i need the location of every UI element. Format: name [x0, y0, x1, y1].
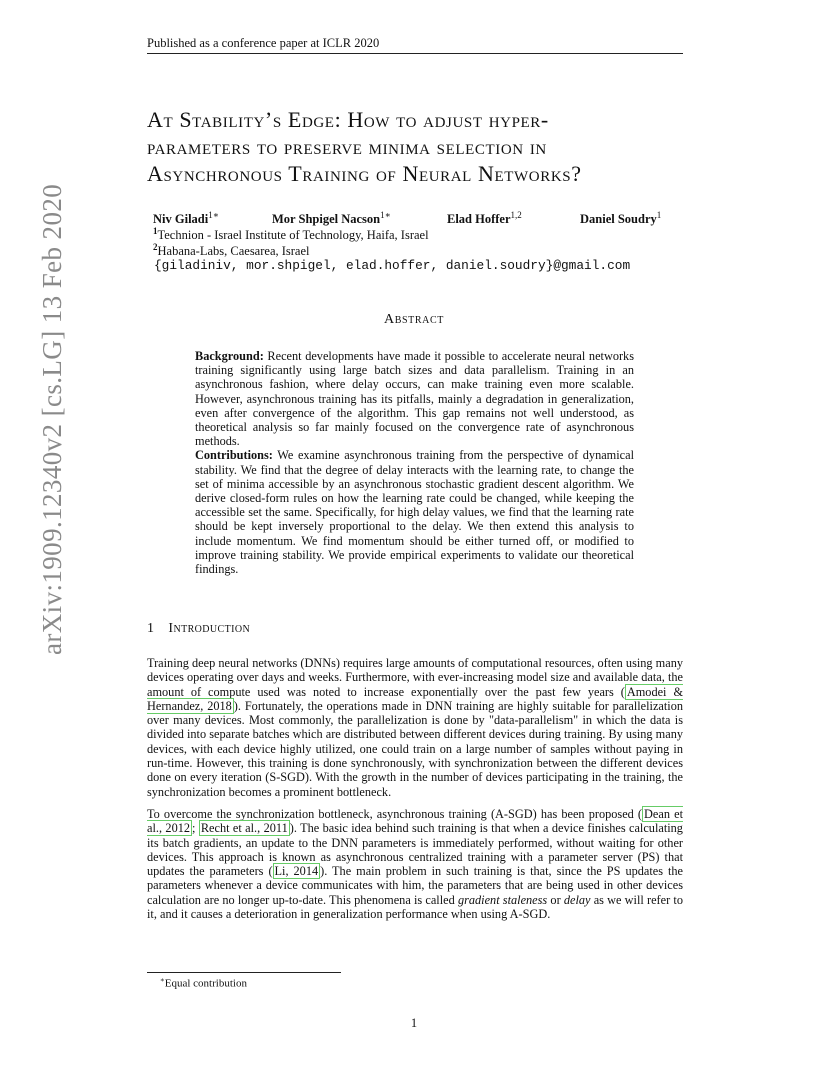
title-line-3: Asynchronous Training of Neural Networks?	[147, 161, 582, 186]
footnote-rule	[147, 972, 341, 973]
citation-link[interactable]: Li, 2014	[274, 864, 319, 879]
paragraph-2: To overcome the synchronization bottleneck, asynchronous training (A-SGD) has been proposed ( Dean et al., 2012 ; Recht et al., 2011 ). The basic idea behind such training is that when a device finishes calculating its batch gradients, an update to the DNN parameters is immediately performed, without waiting for other devices. This approach is known as asynchronous centralized training with a parameter server (PS) that updates the parameters ( Li, 2014 ). The main problem in such training is that, since the PS updates the parameters whenever a device communicates with him, the parameters that are being used in other devices calculation are no longer up-to-date. This phenomena is called gradient staleness or delay as we will refer to it, and it causes a deterioration in generalization performance when using A-SGD.	[147, 806, 684, 922]
footnote: ∗Equal contribution	[160, 976, 247, 990]
header-rule	[147, 53, 683, 54]
author-1: Niv Giladi$^{1∗}$	[153, 210, 219, 227]
citation-link[interactable]: Dean et al., 2012	[147, 806, 683, 836]
title-line-2: parameters to preserve minima selection in	[147, 134, 547, 159]
author-4: Daniel Soudry$^1$	[580, 210, 662, 227]
citation-link[interactable]: Recht et al., 2011	[200, 821, 288, 836]
affiliation-2: $^2$Habana-Labs, Caesarea, Israel	[153, 242, 310, 259]
abstract-contributions: Contributions: We examine asynchronous training from the perspective of dynamical stability. We find that the degree of delay interacts with the learning rate, to change the set of minima accessible by an asynchronous stochastic gradient descent algorithm. We derive closed-form rules on how the learning rate could be changed, while keeping the accessible set the same. Specifically, for high delay values, we find that the learning rate should be kept inversely proportional to the delay. We then extend this analysis to include momentum. We find momentum should be either turned off, or modified to improve training stability. We provide empirical experiments to validate our theoretical findings.	[195, 448, 634, 577]
abstract-heading: Abstract	[384, 312, 444, 327]
paragraph-1: Training deep neural networks (DNNs) requires large amounts of computational resources, often using many devices operating over days and weeks. Furthermore, with ever-increasing model size and available data, the amount of compute used was noted to increase exponentially over the past few years ( Amodei & Hernandez, 2018 ). Fortunately, the operations made in DNN training are highly suitable for parallelization over many devices. Most commonly, the parallelization is done by "data-parallelism" in which the data is divided into separate batches which are distributed between different devices during training. By using many devices, with each device highly utilized, one could train on a large number of samples without paying in run-time. However, this training is done synchronously, with synchronization between the different devices done on every iteration (S-SGD). With the growth in the number of devices participating in the training, the synchronization becomes a prominent bottleneck.	[147, 656, 684, 799]
author-3: Elad Hoffer$^{1,2}$	[447, 210, 522, 227]
section-title: Introduction	[168, 621, 251, 636]
paper-title	[147, 106, 687, 187]
page-number: 1	[410, 1016, 418, 1030]
title-line-1: At Stability’s Edge: How to adjust hyper-	[147, 107, 549, 132]
abstract-body	[195, 349, 634, 576]
running-header: Published as a conference paper at ICLR 2020	[147, 36, 380, 50]
section-heading-introduction	[147, 621, 250, 637]
author-emails: {giladiniv, mor.shpigel, elad.hoffer, daniel.soudry}@gmail.com	[154, 258, 631, 273]
abstract-background: Background: Recent developments have made it possible to accelerate neural networks training significantly using large batch sizes and data parallelism. Training in an asynchronous fashion, where delay occurs, can make training even more scalable. However, asynchronous training has its pitfalls, mainly a degradation in generalization, even after convergence of the algorithm. This gap remains not well understood, as theoretical analysis so far mainly focused on the convergence rate of asynchronous methods.	[195, 349, 634, 449]
citation-link[interactable]: Amodei & Hernandez, 2018	[147, 684, 684, 713]
section-number: 1	[147, 621, 155, 636]
introduction-body	[147, 656, 683, 929]
arxiv-watermark: arXiv:1909.12340v2 [cs.LG] 13 Feb 2020	[37, 183, 67, 655]
author-2: Mor Shpigel Nacson$^{1∗}$	[272, 210, 391, 227]
affiliation-1: $^1$Technion - Israel Institute of Technology, Haifa, Israel	[153, 226, 429, 243]
